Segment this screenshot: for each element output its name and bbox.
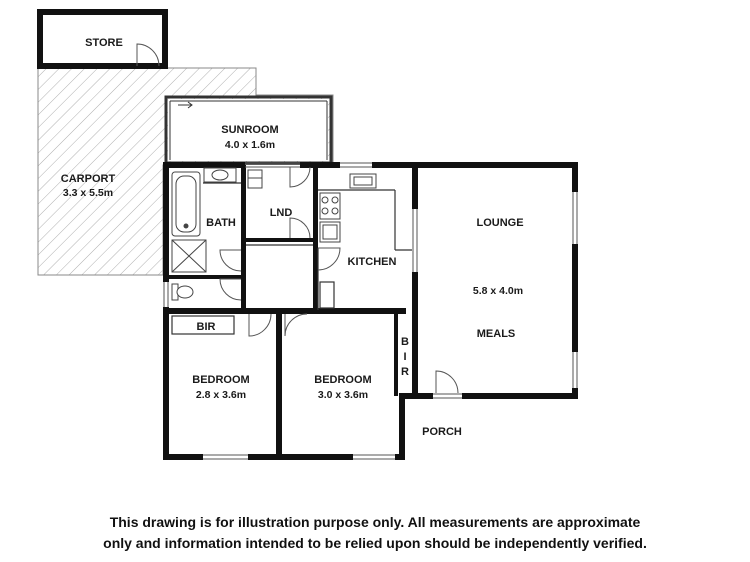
carport-label: CARPORT xyxy=(60,173,116,185)
bir-vertical-letter-r: R xyxy=(401,366,409,378)
sunroom-size: 4.0 x 1.6m xyxy=(224,139,276,151)
bedroom1-label: BEDROOM xyxy=(192,374,250,386)
lounge-meals-size: 5.8 x 4.0m xyxy=(472,285,524,297)
bedroom2-size: 3.0 x 3.6m xyxy=(317,389,369,401)
sunroom-label: SUNROOM xyxy=(221,124,279,136)
lounge-label: LOUNGE xyxy=(476,217,524,229)
bir-left-label: BIR xyxy=(196,321,216,333)
porch-label: PORCH xyxy=(422,426,462,438)
bath-label: BATH xyxy=(206,217,236,229)
store-label: STORE xyxy=(85,37,123,49)
kitchen-label: KITCHEN xyxy=(347,256,397,268)
lnd-label: LND xyxy=(269,207,293,219)
bedroom2-label: BEDROOM xyxy=(314,374,372,386)
bedroom1-size: 2.8 x 3.6m xyxy=(195,389,247,401)
disclaimer-line-1: This drawing is for illustration purpose only. All measurements are approximate xyxy=(109,514,641,530)
meals-label: MEALS xyxy=(476,328,516,340)
bir-vertical-letter-b: B xyxy=(401,336,409,348)
carport-size: 3.3 x 5.5m xyxy=(62,187,114,199)
bir-vertical-letter-i: I xyxy=(403,351,407,363)
disclaimer-line-2: only and information intended to be relied upon should be independently verified. xyxy=(103,535,647,551)
